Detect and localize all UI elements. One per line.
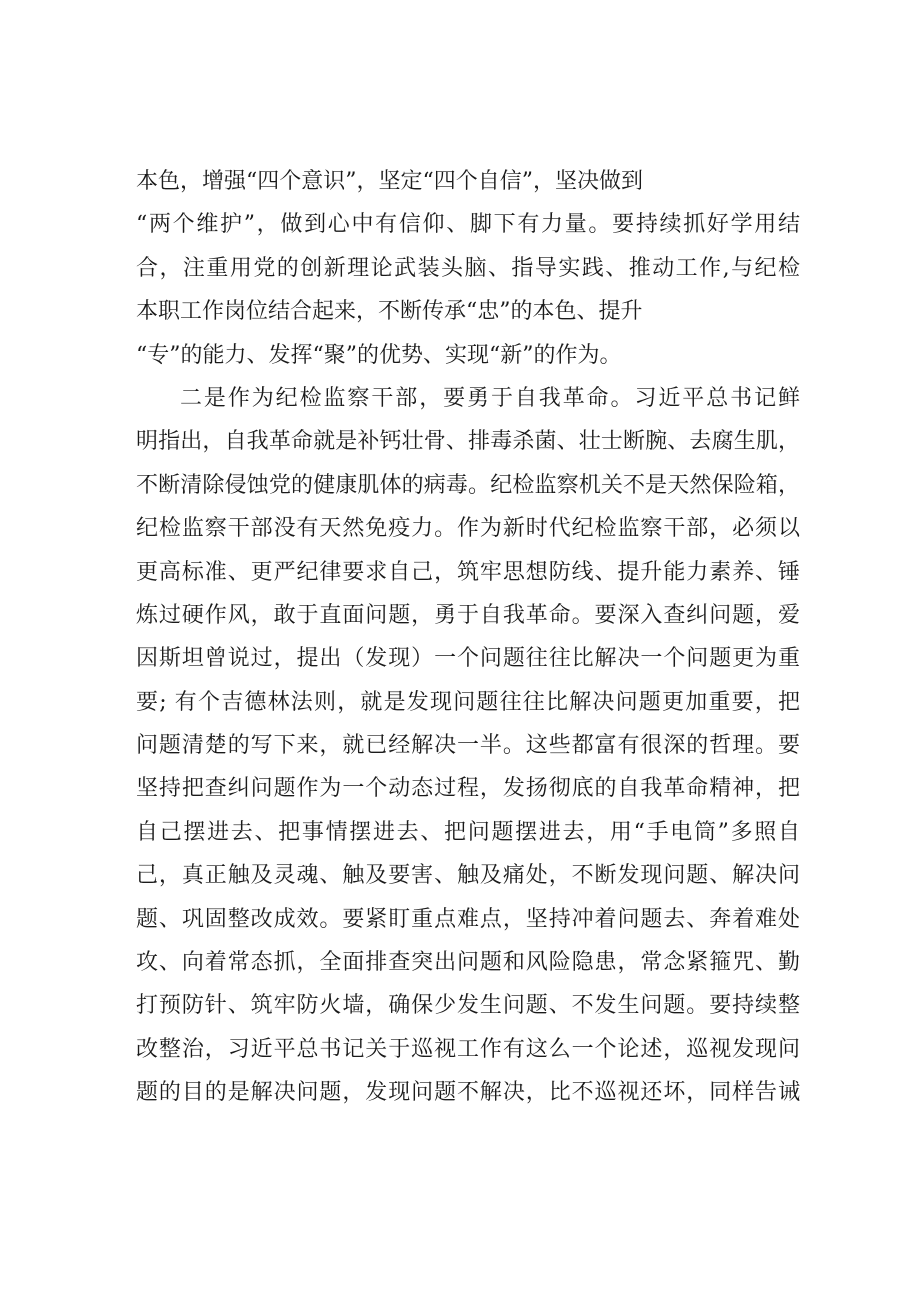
text-line: 炼过硬作风，敢于直面问题，勇于自我革命。要深入查纠问题，爱: [136, 602, 800, 628]
text-line: 改整治，习近平总书记关于巡视工作有这么一个论述，巡视发现问: [136, 1036, 800, 1062]
text-line: “专”的能力、发挥“聚”的优势、实现“新”的作为。: [136, 342, 622, 368]
text-line: 纪检监察干部没有天然免疫力。作为新时代纪检监察干部，必须以: [136, 516, 800, 542]
text-line: 本职工作岗位结合起来，不断传承“忠”的本色、提升: [136, 299, 643, 325]
text-line: 更高标准、更严纪律要求自己，筑牢思想防线、提升能力素养、锤: [136, 559, 800, 585]
text-line: 要; 有个吉德林法则，就是发现问题往往比解决问题更加重要，把: [136, 689, 800, 715]
text-line: 本色，增强“四个意识”，坚定“四个自信”，坚决做到: [136, 169, 643, 194]
text-line: 题、巩固整改成效。要紧盯重点难点，坚持冲着问题去、奔着难处: [136, 906, 800, 932]
text-line: 攻、向着常态抓，全面排查突出问题和风险隐患，常念紧箍咒、勤: [136, 950, 800, 976]
text-line: 自己摆进去、把事情摆进去、把问题摆进去，用“手电筒”多照自: [136, 819, 800, 845]
text-line: 打预防针、筑牢防火墙，确保少发生问题、不发生问题。要持续整: [136, 993, 800, 1019]
text-line: “两个维护”，做到心中有信仰、脚下有力量。要持续抓好学用结: [136, 212, 800, 238]
text-line: 不断清除侵蚀党的健康肌体的病毒。纪检监察机关不是天然保险箱，: [136, 472, 800, 498]
text-line: 二是作为纪检监察干部，要勇于自我革命。习近平总书记鲜: [180, 385, 800, 411]
text-line: 坚持把查纠问题作为一个动态过程，发扬彻底的自我革命精神，把: [136, 776, 800, 802]
text-line: 明指出，自我革命就是补钙壮骨、排毒杀菌、壮士断腕、去腐生肌，: [136, 429, 800, 455]
text-line: 因斯坦曾说过，提出（发现）一个问题往往比解决一个问题更为重: [136, 646, 800, 672]
paragraph-1: [136, 160, 800, 377]
text-line: 己，真正触及灵魂、触及要害、触及痛处，不断发现问题、解决问: [136, 863, 800, 889]
document-body: [136, 160, 800, 1115]
text-line: 问题清楚的写下来，就已经解决一半。这些都富有很深的哲理。要: [136, 733, 800, 759]
text-line: 题的目的是解决问题，发现问题不解决，比不巡视还坏，同样告诫: [136, 1080, 800, 1106]
paragraph-2: [136, 377, 800, 1115]
text-line: 合，注重用党的创新理论武装头脑、指导实践、推动工作,与纪检: [136, 255, 800, 281]
